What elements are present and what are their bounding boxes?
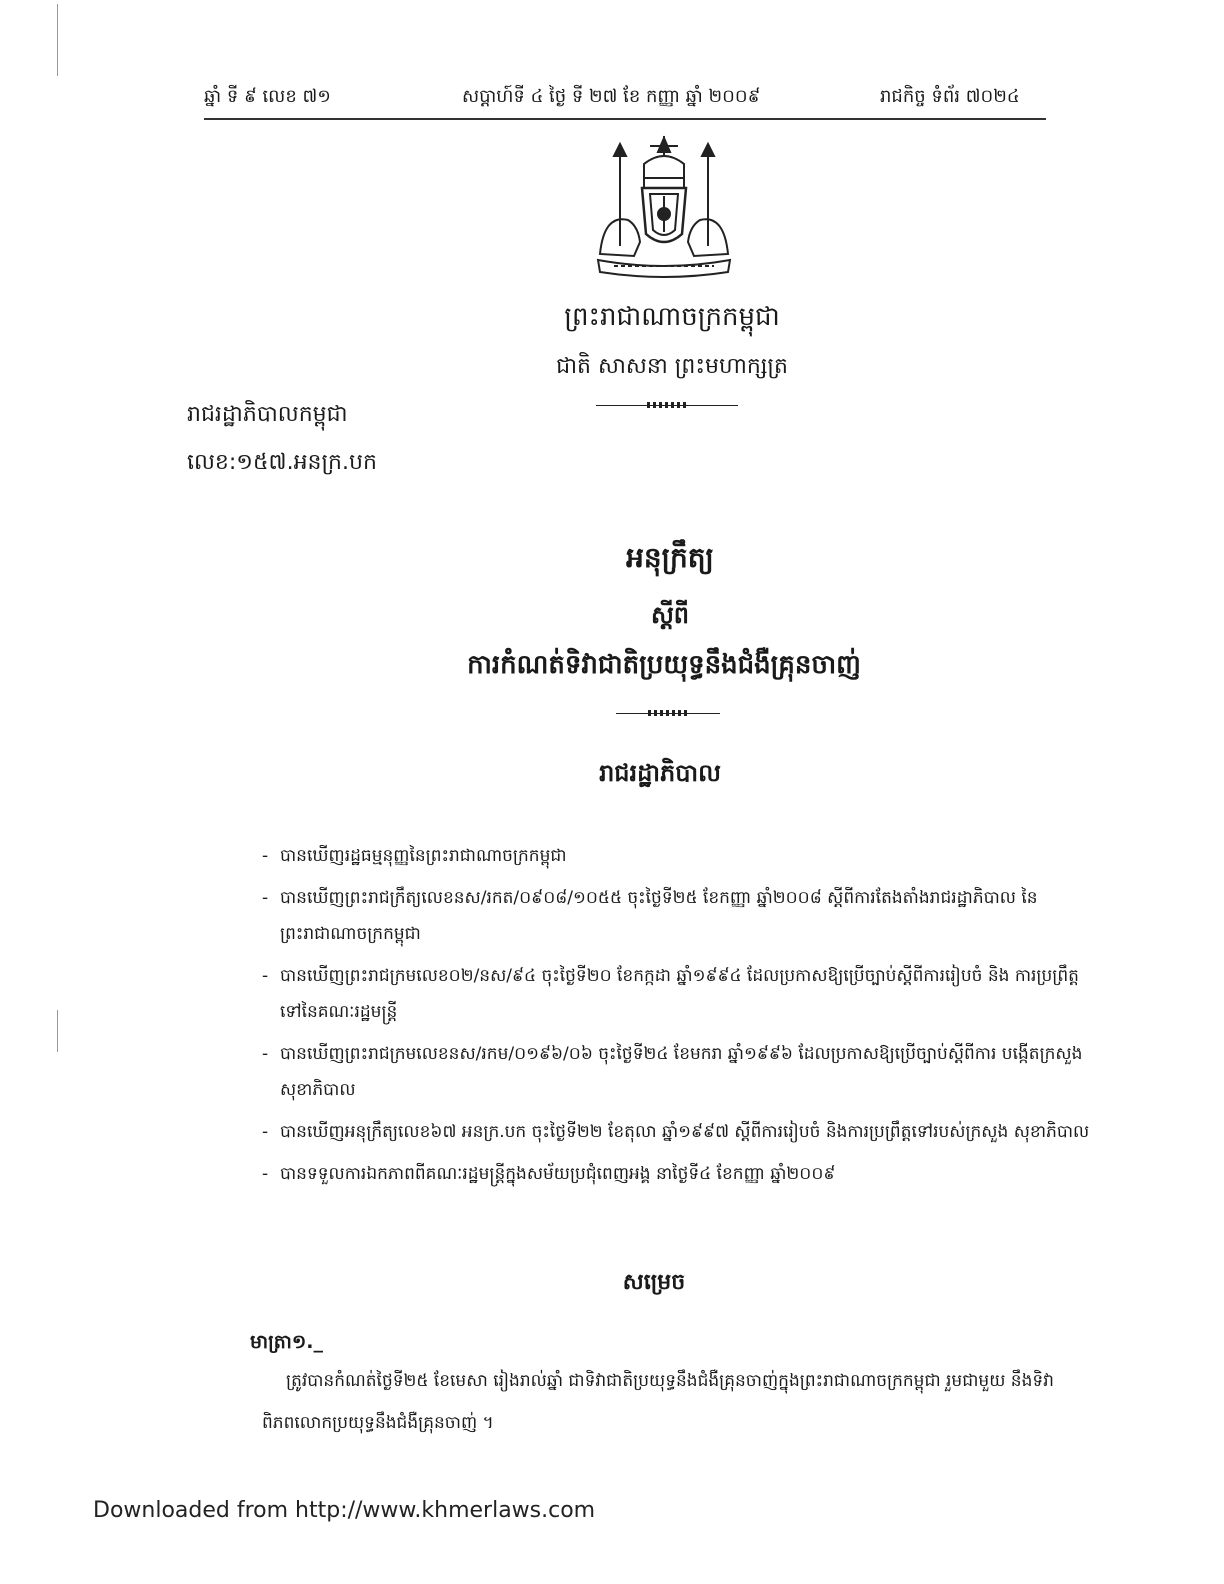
- consideration-item: - បានឃើញព្រះរាជក្រមលេខនស/រកម/០១៩៦/០៦ ចុះថ្ងៃទី២៤ ខែមករា ឆ្នាំ១៩៩៦ ដែលប្រកាសឱ្យប្រើច្បាប់ស្តីពីការ បង្កើតក្រសួងសុខាភិបាល: [262, 1036, 1092, 1108]
- gazette-issue: ឆ្នាំ ទី ៩ លេខ ៧១: [204, 86, 331, 107]
- issuer-name: រាជរដ្ឋាភិបាលកម្ពុជា: [187, 402, 348, 427]
- scan-edge-mark: [57, 1010, 58, 1052]
- gazette-page: រាជកិច្ច ទំព័រ ៧០២៤: [880, 86, 1020, 107]
- scan-edge-mark: [57, 4, 58, 76]
- consideration-item: - បានឃើញព្រះរាជក្រមលេខ០២/នស/៩៤ ចុះថ្ងៃទី២០ ខែកក្កដា ឆ្នាំ១៩៩៤ ដែលប្រកាសឱ្យប្រើច្បាប់ស្តីពីការរៀបចំ និង ការប្រព្រឹត្តទៅនៃគណៈរដ្ឋមន្ត្រី: [262, 958, 1092, 1030]
- ornamental-divider: [616, 713, 720, 714]
- consideration-item: - បានឃើញអនុក្រឹត្យលេខ៦៧ អនក្រ.បក ចុះថ្ងៃទី២២ ខែតុលា ឆ្នាំ១៩៩៧ ស្តីពីការរៀបចំ និងការប្រព្រឹត្តទៅរបស់ក្រសួង សុខាភិបាល: [262, 1114, 1092, 1150]
- kingdom-name: ព្រះរាជាណាចក្រកម្ពុជា: [564, 302, 780, 332]
- decree-number: លេខ:១៥៧.អនក្រ.បក: [187, 450, 377, 475]
- national-motto: ជាតិ សាសនា ព្រះមហាក្សត្រ: [556, 354, 788, 379]
- consideration-item: - បានឃើញរដ្ឋធម្មនុញ្ញនៃព្រះរាជាណាចក្រកម្ពុជា: [262, 838, 1092, 874]
- title-on: ស្តីពី: [650, 601, 690, 629]
- consideration-item: - បានឃើញព្រះរាជក្រឹត្យលេខនស/រកត/០៩០៨/១០៥៥ ចុះថ្ងៃទី២៥ ខែកញ្ញា ឆ្នាំ២០០៨ ស្តីពីការតែងតាំងរាជរដ្ឋាភិបាល នៃព្រះរាជាណាចក្រកម្ពុជា: [262, 880, 1092, 952]
- download-source-footer: Downloaded from http://www.khmerlaws.com: [93, 1498, 596, 1523]
- document-type: អនុក្រឹត្យ: [626, 541, 714, 574]
- document-title: ការកំណត់ទិវាជាតិប្រយុទ្ធនឹងជំងឺគ្រុនចាញ់: [467, 650, 861, 680]
- article-label: មាត្រា១._: [250, 1331, 323, 1353]
- gazette-date: សប្តាហ៍ទី ៤ ថ្ងៃ ទី ២៧ ខែ កញ្ញា ឆ្នាំ ២០០៩: [462, 86, 761, 107]
- decision-heading: សម្រេច: [622, 1270, 686, 1295]
- royal-coat-of-arms-emblem: [584, 134, 744, 282]
- considerations-list: [262, 838, 1092, 1198]
- consideration-item: - បានទទួលការឯកភាពពីគណៈរដ្ឋមន្ត្រីក្នុងសម័យប្រជុំពេញអង្គ នាថ្ងៃទី៤ ខែកញ្ញា ឆ្នាំ២០០៩: [262, 1156, 1092, 1192]
- article-text: ត្រូវបានកំណត់ថ្ងៃទី២៥ ខែមេសា រៀងរាល់ឆ្នាំ ជាទិវាជាតិប្រយុទ្ធនឹងជំងឺគ្រុនចាញ់ក្នុងព្រះរាជាណាចក្រកម្ពុជា រួមជាមួយ នឹងទិវាពិភពលោកប្រយុទ្ធនឹងជំងឺគ្រុនចាញ់ ។: [262, 1371, 1054, 1433]
- header-rule: [204, 118, 1046, 120]
- ornamental-divider: [596, 405, 738, 406]
- government-heading: រាជរដ្ឋាភិបាល: [599, 759, 721, 787]
